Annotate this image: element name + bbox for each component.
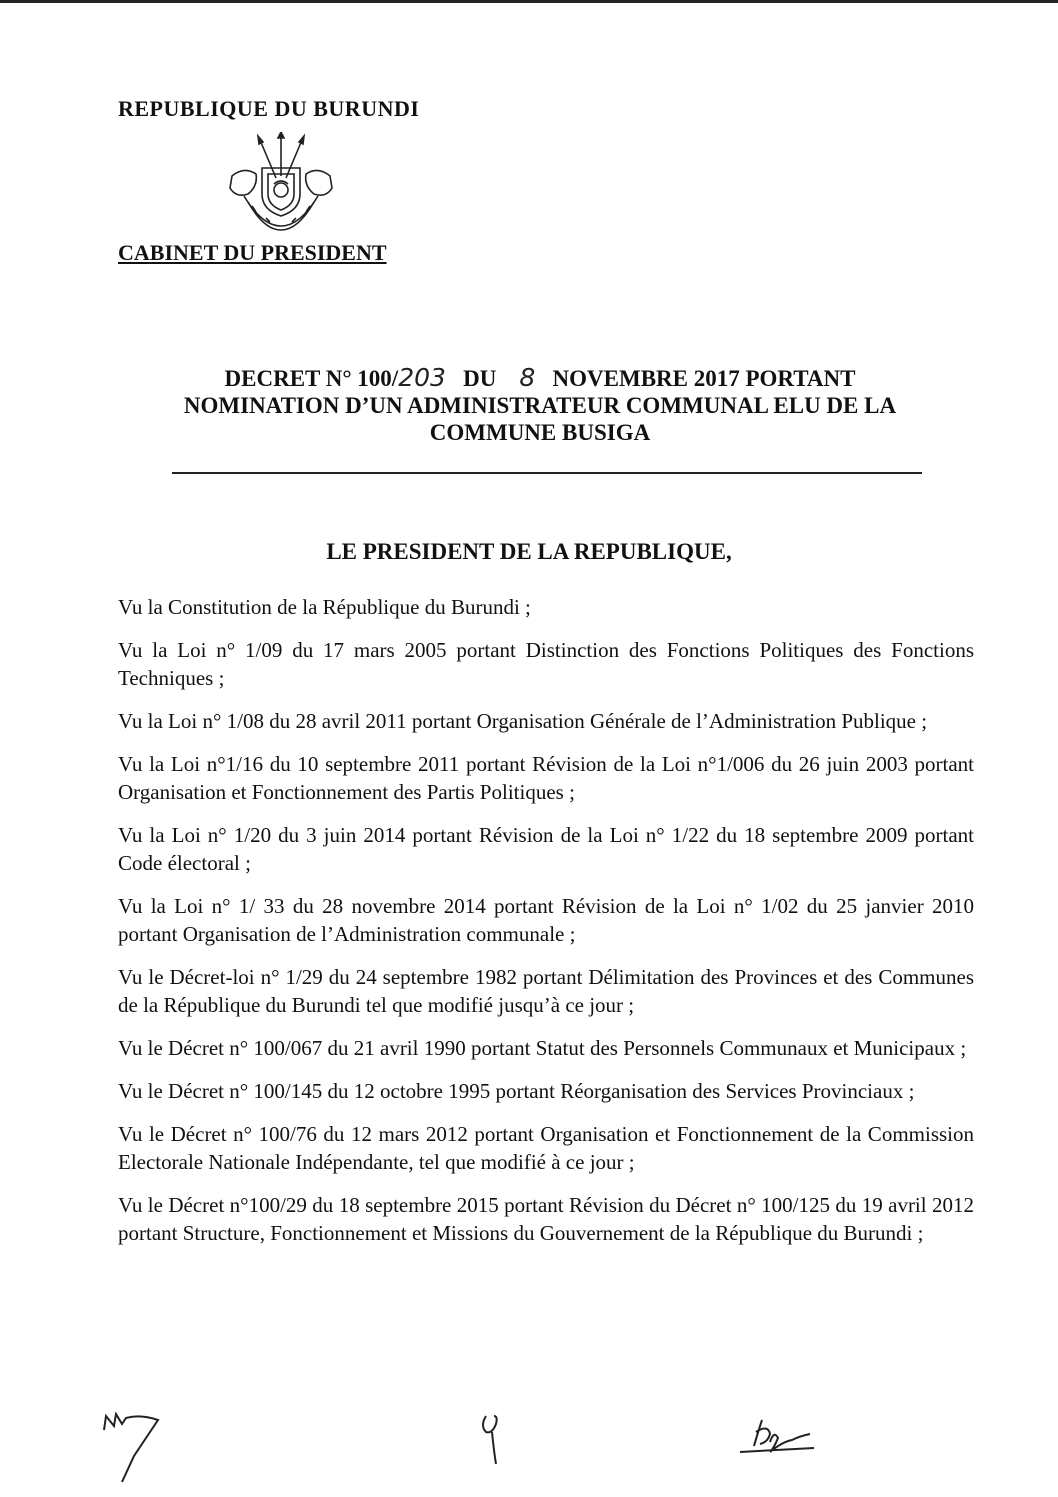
considerant-item: Vu la Constitution de la République du Burundi ; bbox=[118, 595, 531, 619]
decree-day-handwritten: 8 bbox=[519, 363, 536, 392]
considerant-item: Vu le Décret n°100/29 du 18 septembre 2015 portant Révision du Décret n° 100/125 du 19 avril 2012 portant Structure, Fonctionnement et Missions du Gouvernement de la République du Burundi ; bbox=[118, 1193, 974, 1245]
decree-title-line-1 bbox=[130, 364, 950, 392]
title-divider bbox=[172, 472, 922, 474]
considerants-list bbox=[118, 593, 974, 1262]
burundi-coat-of-arms-icon bbox=[222, 132, 340, 232]
considerant-item: Vu la Loi n°1/16 du 10 septembre 2011 portant Révision de la Loi n°1/006 du 26 juin 2003 portant Organisation et Fonctionnement des Partis Politiques ; bbox=[118, 752, 974, 804]
initials-signature-middle bbox=[474, 1412, 514, 1492]
initials-signature-right bbox=[734, 1412, 824, 1492]
considerant-item: Vu le Décret n° 100/067 du 21 avril 1990 portant Statut des Personnels Communaux et Municipaux ; bbox=[118, 1036, 967, 1060]
considerant-item: Vu le Décret-loi n° 1/29 du 24 septembre 1982 portant Délimitation des Provinces et des Communes de la République du Burundi tel que modifié jusqu’à ce jour ; bbox=[118, 965, 974, 1017]
considerant-item: Vu le Décret n° 100/76 du 12 mars 2012 portant Organisation et Fonctionnement de la Commission Electorale Nationale Indépendante, tel que modifié à ce jour ; bbox=[118, 1122, 974, 1174]
initials-signature-left bbox=[100, 1412, 170, 1492]
considerant-item: Vu la Loi n° 1/ 33 du 28 novembre 2014 portant Révision de la Loi n° 1/02 du 25 janvier 2010 portant Organisation de l’Administration communale ; bbox=[118, 894, 974, 946]
decree-title-line-3: COMMUNE BUSIGA bbox=[429, 420, 651, 445]
decree-prefix: DECRET N° 100/ bbox=[224, 366, 399, 391]
decree-du: DU bbox=[463, 366, 497, 391]
decree-number-handwritten: 203 bbox=[398, 363, 446, 392]
decree-title bbox=[130, 364, 950, 446]
decree-title-line-2: NOMINATION D’UN ADMINISTRATEUR COMMUNAL ELU DE LA bbox=[183, 393, 897, 418]
considerant-item: Vu le Décret n° 100/145 du 12 octobre 1995 portant Réorganisation des Services Provinciaux ; bbox=[118, 1079, 915, 1103]
scan-edge-line bbox=[0, 0, 1058, 3]
considerant-item: Vu la Loi n° 1/20 du 3 juin 2014 portant Révision de la Loi n° 1/22 du 18 septembre 2009 portant Code électoral ; bbox=[118, 823, 974, 875]
cabinet-heading: CABINET DU PRESIDENT bbox=[118, 240, 387, 265]
considerant-item: Vu la Loi n° 1/08 du 28 avril 2011 portant Organisation Générale de l’Administration Publique ; bbox=[118, 709, 928, 733]
republic-heading: REPUBLIQUE DU BURUNDI bbox=[118, 96, 420, 121]
preamble-heading: LE PRESIDENT DE LA REPUBLIQUE, bbox=[326, 539, 732, 564]
considerant-item: Vu la Loi n° 1/09 du 17 mars 2005 portant Distinction des Fonctions Politiques des Fonctions Techniques ; bbox=[118, 638, 974, 690]
decree-date-rest: NOVEMBRE 2017 PORTANT bbox=[552, 366, 856, 391]
